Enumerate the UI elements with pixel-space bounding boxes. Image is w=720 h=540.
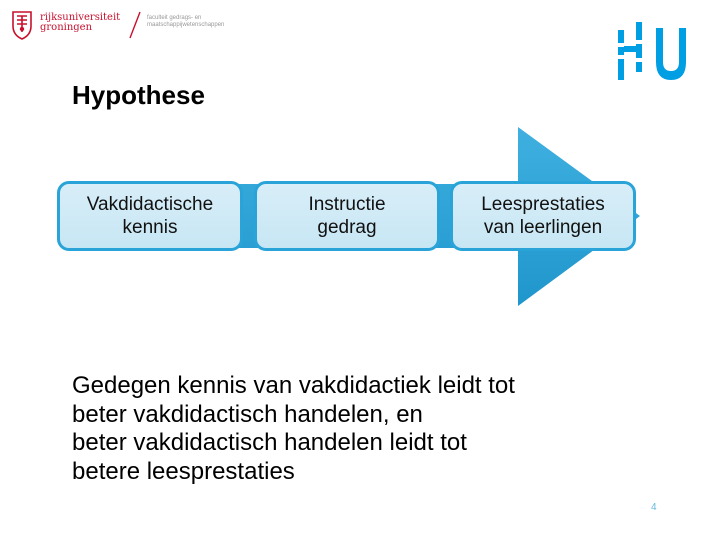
diagram-box-leesprestaties: Leesprestaties van leerlingen [450,181,636,251]
diagram-box-instructie-gedrag: Instructie gedrag [254,181,440,251]
university-name: rijksuniversiteit groningen [40,12,121,33]
rug-logo [10,10,225,42]
page-number: 4 [651,502,657,513]
hu-logo [618,22,692,82]
faculty-name: faculteit gedrags- en maatschappijwetenschappen [147,15,225,28]
divider-slash-icon [128,10,142,40]
diagram-box-vakdidactische-kennis: Vakdidactische kennis [57,181,243,251]
body-text: Gedegen kennis van vakdidactiek leidt tot beter vakdidactisch handelen, en beter vakdidactisch handelen leidt tot betere leesprestaties [72,372,515,485]
slide-title: Hypothese [72,80,205,110]
rug-crest-icon [10,10,34,40]
hypothesis-diagram [0,120,720,320]
